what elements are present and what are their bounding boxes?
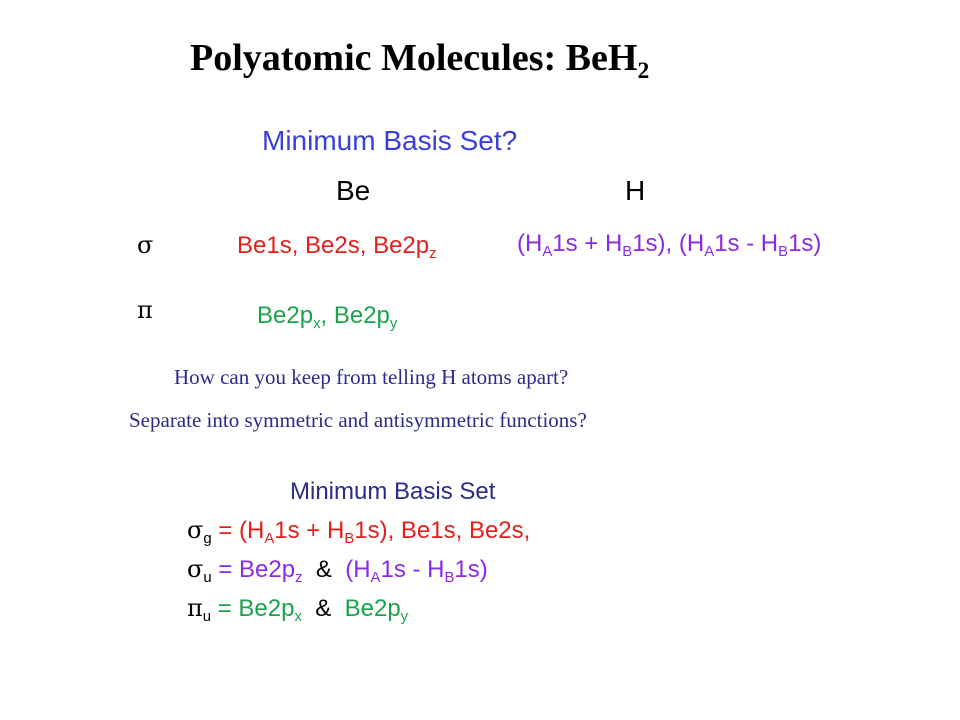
pi-u-ampersand: & bbox=[301, 595, 345, 622]
sigma-u-sub: u bbox=[203, 570, 212, 587]
pi-u-part: Be2p bbox=[238, 595, 295, 622]
title-text: Polyatomic Molecules: BeH bbox=[190, 37, 638, 79]
sigma-u-sub-z: z bbox=[295, 570, 303, 587]
sigma-u-sub-b: B bbox=[444, 570, 455, 587]
sigma-h-sub: B bbox=[622, 244, 633, 261]
sigma-u-row bbox=[187, 555, 488, 587]
sigma-g-equals: = bbox=[211, 517, 240, 544]
page-title bbox=[190, 36, 650, 85]
pi-u-sub-x: x bbox=[294, 609, 302, 626]
pi-u-sub: u bbox=[202, 609, 212, 626]
sigma-g-sub: g bbox=[203, 531, 212, 548]
sigma-u-equals: = bbox=[211, 556, 240, 583]
sigma-h-part: 1s) bbox=[788, 230, 822, 257]
pi-symbol: π bbox=[137, 296, 153, 324]
sigma-h-sub: A bbox=[704, 244, 715, 261]
sigma-g-part: 1s + H bbox=[274, 517, 345, 544]
sigma-u-part: 1s - H bbox=[380, 556, 445, 583]
sigma-g-sub-b: B bbox=[344, 531, 355, 548]
column-header-h: H bbox=[625, 175, 646, 206]
sigma-h-part: 1s), (H bbox=[632, 230, 705, 257]
pi-u-row bbox=[187, 594, 409, 626]
pi-sub: x bbox=[313, 316, 321, 333]
sigma-u-ampersand: & bbox=[302, 556, 346, 583]
pi-part: Be2p bbox=[257, 302, 314, 329]
sigma-h-part: (H bbox=[517, 230, 543, 257]
pi-u-sub-y: y bbox=[400, 609, 409, 626]
sigma-h-part: 1s - H bbox=[714, 230, 779, 257]
question-telling-atoms-apart: How can you keep from telling H atoms apart? bbox=[174, 365, 569, 389]
pi-be-orbitals bbox=[257, 302, 398, 333]
sigma-be-sub: z bbox=[429, 246, 437, 263]
heading-minimum-basis-set: Minimum Basis Set bbox=[290, 478, 496, 505]
sigma-u-part: 1s) bbox=[454, 556, 488, 583]
sigma-h-sub: A bbox=[542, 244, 553, 261]
sigma-u-part: Be2p bbox=[239, 556, 296, 583]
sigma-g-row bbox=[187, 516, 531, 548]
pi-sub: y bbox=[389, 316, 398, 333]
sigma-g-part: (H bbox=[239, 517, 265, 544]
sigma-h-orbitals bbox=[517, 230, 822, 261]
sigma-h-part: 1s + H bbox=[552, 230, 623, 257]
sigma-g-part: 1s), Be1s, Be2s, bbox=[354, 517, 531, 544]
sigma-u-symbol: σ bbox=[187, 555, 204, 583]
sigma-symbol: σ bbox=[137, 231, 154, 259]
sigma-g-sub-a: A bbox=[264, 531, 275, 548]
sigma-be-orbitals bbox=[237, 232, 437, 263]
sigma-g-symbol: σ bbox=[187, 516, 204, 544]
pi-part: , Be2p bbox=[320, 302, 390, 329]
sigma-u-part: (H bbox=[345, 556, 371, 583]
question-symmetric-functions: Separate into symmetric and antisymmetric functions? bbox=[129, 408, 587, 432]
pi-u-symbol: π bbox=[187, 594, 203, 622]
sigma-h-sub: B bbox=[778, 244, 789, 261]
sigma-u-sub-a: A bbox=[370, 570, 381, 587]
sigma-be-text: Be1s, Be2s, Be2p bbox=[237, 232, 430, 259]
column-header-be: Be bbox=[336, 175, 371, 206]
heading-minimum-basis-set-question: Minimum Basis Set? bbox=[262, 125, 518, 156]
pi-u-part: Be2p bbox=[344, 595, 401, 622]
title-subscript: 2 bbox=[637, 58, 650, 85]
pi-u-equals: = bbox=[211, 595, 239, 622]
